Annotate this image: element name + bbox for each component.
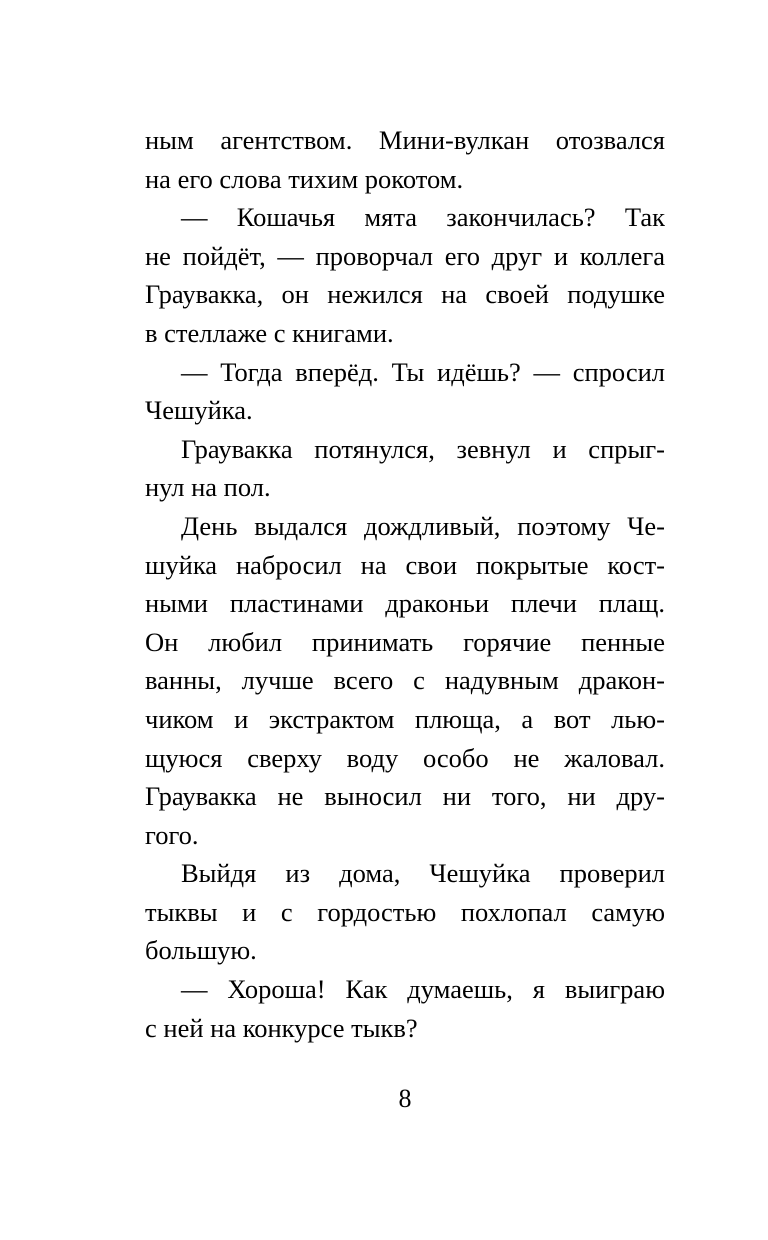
text-line: — Тогда вперёд. Ты идёшь? — спросил — [181, 356, 665, 387]
text-line: ным агентством. Мини-вулкан отозвался — [145, 125, 665, 155]
text-line: не пойдёт, — проворчал его друг и коллега — [145, 240, 665, 271]
text-line: — Хороша! Как думаешь, я выиграю — [181, 974, 665, 1005]
text-line: ными пластинами драконьи плечи плащ. — [145, 588, 665, 619]
text-line: чиком и экстрактом плюща, а вот лью- — [145, 703, 665, 734]
text-line: Выйдя из дома, Чешуйка проверил — [181, 858, 665, 889]
page-number: 8 — [398, 1084, 412, 1113]
text-line: гого. — [145, 819, 199, 850]
text-line: с ней на конкурсе тыкв? — [145, 1012, 418, 1043]
text-line: Граувакка не выносил ни того, ни дру- — [145, 781, 665, 812]
text-line: Граувакка, он нежился на своей подушке — [145, 279, 665, 310]
text-line: щуюся сверху воду особо не жаловал. — [145, 742, 665, 773]
text-line: тыквы и с гордостью похлопал самую — [145, 896, 665, 927]
text-line: ванны, лучше всего с надувным дракон- — [145, 665, 665, 696]
text-line: большую. — [145, 935, 257, 966]
text-line: нул на пол. — [145, 472, 271, 503]
text-line: Он любил принимать горячие пенные — [145, 626, 665, 657]
text-line: Чешуйка. — [145, 395, 253, 426]
page-text — [145, 121, 665, 1047]
text-line: Граувакка потянулся, зевнул и спрыг- — [181, 433, 665, 464]
text-line: День выдался дождливый, поэтому Че- — [181, 510, 665, 541]
text-line: — Кошачья мята закончилась? Так — [181, 202, 665, 233]
text-line: шуйка набросил на свои покрытые кост- — [145, 549, 665, 580]
text-line: на его слова тихим рокотом. — [145, 163, 464, 194]
text-line: в стеллаже с книгами. — [145, 317, 394, 348]
